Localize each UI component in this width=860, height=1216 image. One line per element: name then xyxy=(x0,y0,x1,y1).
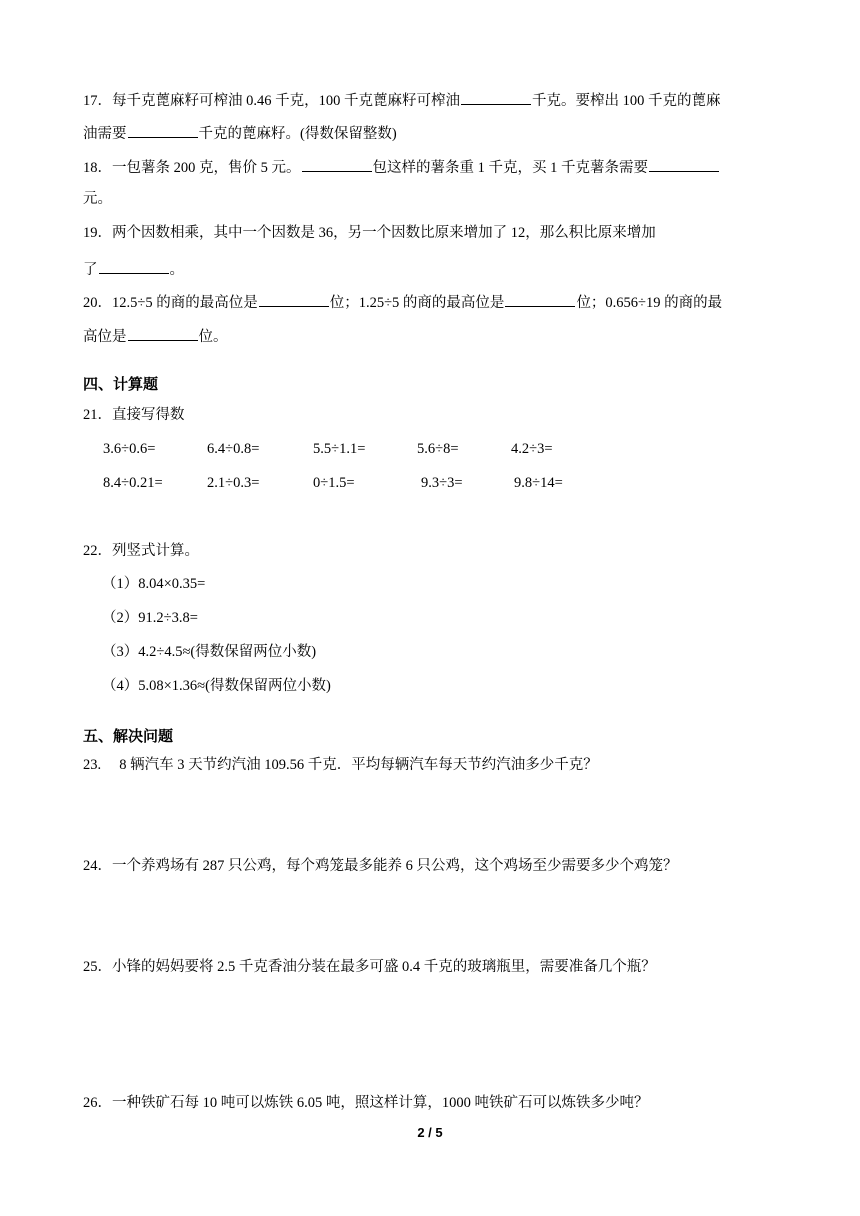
q18-blank-1[interactable] xyxy=(302,156,372,172)
q19-blank-1[interactable] xyxy=(99,258,169,274)
q21-r1-c4: 5.6÷8= xyxy=(417,441,459,457)
q17-line1 xyxy=(83,89,721,111)
q20-blank-1[interactable] xyxy=(259,291,329,307)
q18-blank-2[interactable] xyxy=(649,156,719,172)
q19-text-b: 了 xyxy=(83,262,98,278)
q20-text-b: 位；1.25÷5 的商的最高位是 xyxy=(329,295,505,311)
q17-line2 xyxy=(83,122,397,144)
q21-title: 21．直接写得数 xyxy=(83,407,185,423)
q25-text: 25．小锋的妈妈要将 2.5 千克香油分装在最多可盛 0.4 千克的玻璃瓶里，需要准备几个瓶？ xyxy=(83,959,656,975)
q21-r2-c1: 8.4÷0.21= xyxy=(103,475,163,491)
q19-text-a: 19．两个因数相乘，其中一个因数是 36，另一个因数比原来增加了 12，那么积比原来增加 xyxy=(83,225,656,241)
q20-text-d: 高位是 xyxy=(83,329,127,345)
q24-text: 24．一个养鸡场有 287 只公鸡，每个鸡笼最多能养 6 只公鸡，这个鸡场至少需要多少个鸡笼？ xyxy=(83,858,678,874)
q21-r2-c2: 2.1÷0.3= xyxy=(207,475,260,491)
q21-r2-c4: 9.3÷3= xyxy=(421,475,463,491)
q22-item-1: （1）8.04×0.35= xyxy=(102,576,206,592)
q22-item-2: （2）91.2÷3.8= xyxy=(102,610,198,626)
q20-blank-2[interactable] xyxy=(505,291,575,307)
section-heading-4: 四、计算题 xyxy=(83,375,159,393)
q21-r2-c3: 0÷1.5= xyxy=(313,475,355,491)
q18-text-a: 18．一包薯条 200 克，售价 5 元。 xyxy=(83,160,301,176)
q19-line2 xyxy=(83,258,184,280)
q20-line2 xyxy=(83,325,228,347)
q17-text-c: 油需要 xyxy=(83,126,127,142)
q17-text-b: 千克。要榨出 100 千克的蓖麻 xyxy=(532,93,721,109)
q18-text-c: 元。 xyxy=(83,191,112,207)
q22-title: 22．列竖式计算。 xyxy=(83,543,199,559)
q20-text-a: 20．12.5÷5 的商的最高位是 xyxy=(83,295,258,311)
q21-r1-c1: 3.6÷0.6= xyxy=(103,441,156,457)
q22-item-3: （3）4.2÷4.5≈(得数保留两位小数) xyxy=(102,644,317,660)
q21-r1-c5: 4.2÷3= xyxy=(511,441,553,457)
q17-text-a: 17．每千克蓖麻籽可榨油 0.46 千克，100 千克蓖麻籽可榨油 xyxy=(83,93,460,109)
q20-text-e: 位。 xyxy=(198,329,228,345)
q19-line1 xyxy=(83,223,656,243)
q21-r1-c2: 6.4÷0.8= xyxy=(207,441,260,457)
q17-blank-1[interactable] xyxy=(461,89,531,105)
section-heading-5: 五、解决问题 xyxy=(83,727,174,745)
q23-text: 23. 8 辆汽车 3 天节约汽油 109.56 千克．平均每辆汽车每天节约汽油多少千克？ xyxy=(83,757,598,773)
q20-blank-3[interactable] xyxy=(128,325,198,341)
q19-text-c: 。 xyxy=(169,262,184,278)
q20-line1 xyxy=(83,291,722,313)
q21-r2-c5: 9.8÷14= xyxy=(514,475,563,491)
q17-blank-2[interactable] xyxy=(128,122,198,138)
q22-item-4: （4）5.08×1.36≈(得数保留两位小数) xyxy=(102,678,331,694)
q18-text-b: 包这样的薯条重 1 千克，买 1 千克薯条需要 xyxy=(372,160,648,176)
q21-r1-c3: 5.5÷1.1= xyxy=(313,441,366,457)
q20-text-c: 位；0.656÷19 的商的最 xyxy=(576,295,723,311)
q26-text: 26．一种铁矿石每 10 吨可以炼铁 6.05 吨，照这样计算，1000 吨铁矿石可以炼铁多少吨？ xyxy=(83,1095,649,1111)
page-number: 2 / 5 xyxy=(417,1125,443,1140)
q17-text-d: 千克的蓖麻籽。(得数保留整数) xyxy=(198,126,397,142)
q18-line1 xyxy=(83,156,720,178)
q18-line2 xyxy=(83,189,112,209)
